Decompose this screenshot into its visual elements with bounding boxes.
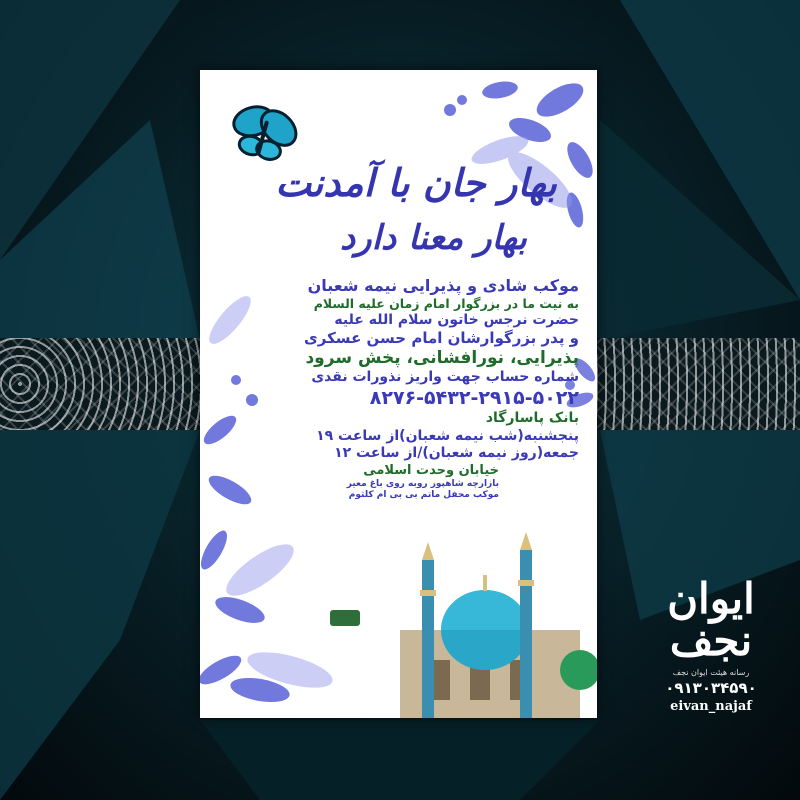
poster-title-line1: بهار جان با آمدنت bbox=[275, 160, 557, 205]
mosque-illustration bbox=[400, 532, 597, 718]
poster-line-6: شماره حساب جهت واریز نذورات نقدی bbox=[311, 369, 579, 386]
poster-line-11: خیابان وحدت اسلامی bbox=[363, 462, 499, 478]
poster-text bbox=[240, 276, 579, 502]
account-number: ۸۲۷۶-۵۴۳۲-۲۹۱۵-۵۰۲۲ bbox=[369, 386, 579, 409]
poster-line-12: بازارچه شاهپور روبه روی باغ معیر bbox=[346, 479, 499, 490]
brand-phone: ۰۹۱۳۰۳۴۵۹۰ bbox=[665, 679, 757, 697]
brand-handle: eivan_najaf bbox=[670, 699, 752, 714]
poster-title-line2: بهار معنا دارد bbox=[340, 218, 527, 258]
poster-line-10: جمعه(روز نیمه شعبان)/از ساعت ۱۲ bbox=[334, 445, 579, 462]
poster-line-5: پذیرایی، نورافشانی، پخش سرود bbox=[305, 347, 579, 368]
brand-logo bbox=[636, 574, 786, 714]
brand-subtitle: رسانه هیئت ایوان نجف bbox=[672, 668, 750, 677]
poster bbox=[200, 70, 597, 718]
poster-line-4: و پدر بزرگوارشان امام حسن عسکری bbox=[304, 329, 579, 348]
poster-line-3: حضرت نرجس خاتون سلام الله علیه bbox=[334, 311, 579, 328]
poster-line-13: موکب محفل ماتم بی بی ام کلثوم bbox=[348, 490, 499, 501]
poster-line-8: بانک پاسارگاد bbox=[485, 410, 579, 427]
brand-logo-text: ایوان نجف bbox=[667, 574, 755, 665]
poster-line-1: موکب شادی و پذیرایی نیمه شعبان bbox=[307, 276, 579, 295]
poster-line-9: پنجشنبه(شب نیمه شعبان)از ساعت ۱۹ bbox=[316, 427, 579, 444]
poster-line-2: به نیت ما در بزرگوار امام زمان علیه السلام bbox=[313, 296, 579, 311]
